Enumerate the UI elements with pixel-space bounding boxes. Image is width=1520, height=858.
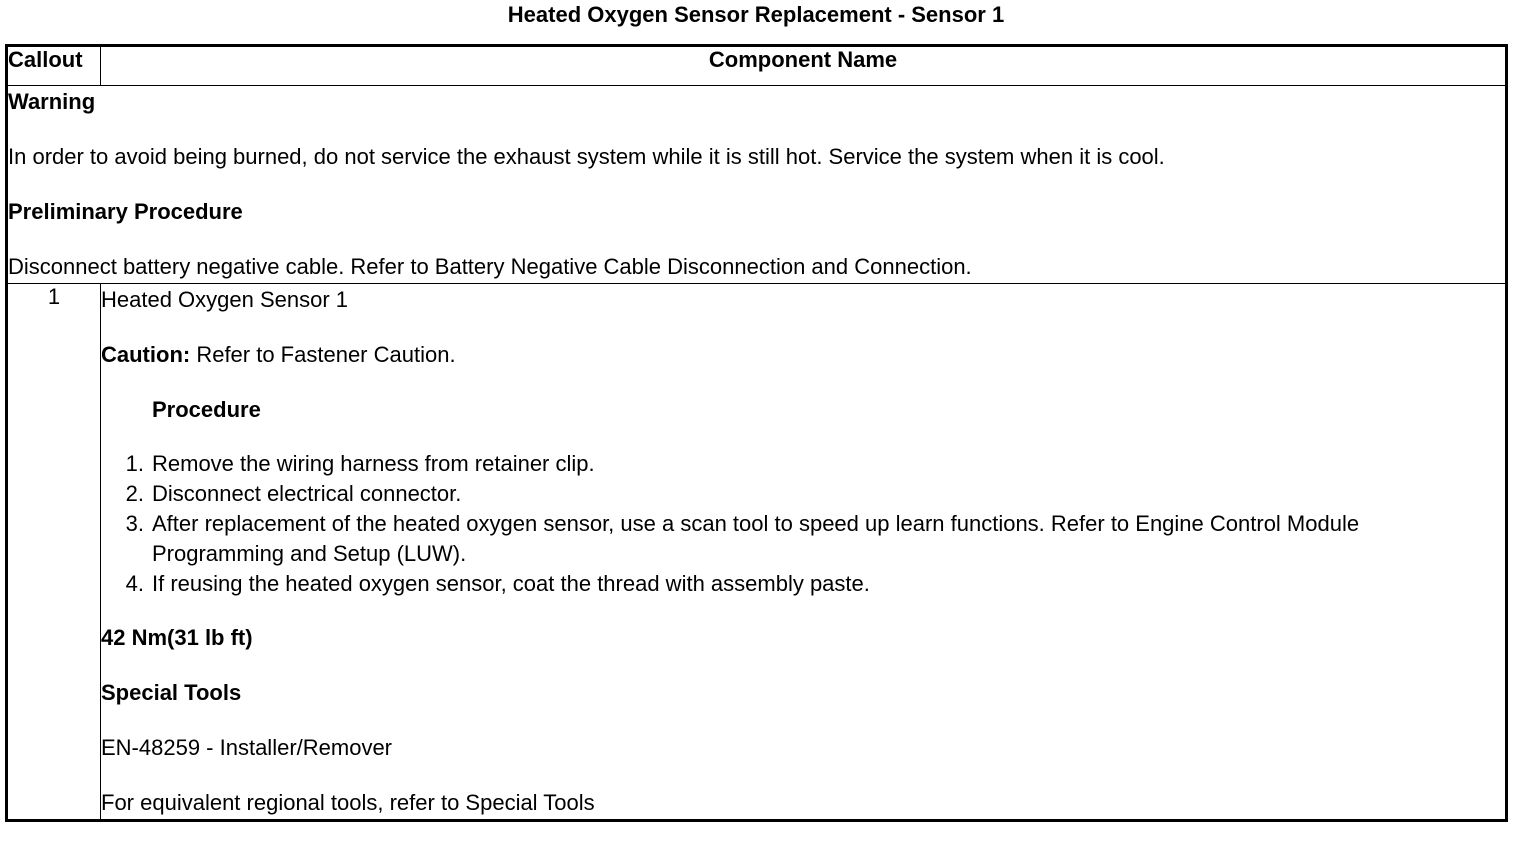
step-text: Disconnect electrical connector. — [152, 481, 462, 506]
procedure-steps — [101, 449, 1505, 599]
procedure-step — [125, 479, 1505, 509]
torque-spec: 42 Nm(31 lb ft) — [101, 625, 253, 650]
step-text: After replacement of the heated oxygen sensor, use a scan tool to speed up learn functions. Refer to Engine Control Module Programming and Setup (LUW). — [152, 511, 1360, 566]
component-cell — [101, 284, 1507, 821]
warning-heading: Warning — [8, 89, 96, 114]
callout-row — [7, 284, 1507, 821]
intro-row — [7, 86, 1507, 284]
intro-cell — [7, 86, 1507, 284]
procedure-step — [125, 449, 1505, 479]
header-row — [7, 46, 1507, 86]
callout-number: 1 — [7, 284, 101, 821]
component-name: Heated Oxygen Sensor 1 — [101, 287, 349, 312]
step-text: If reusing the heated oxygen sensor, coat the thread with assembly paste. — [152, 571, 870, 596]
step-text: Remove the wiring harness from retainer clip. — [152, 451, 595, 476]
procedure-heading: Procedure — [152, 397, 261, 422]
procedure-step — [125, 509, 1505, 569]
component-name-header: Component Name — [101, 46, 1507, 86]
caution-line — [101, 339, 1505, 371]
regional-tools-note: For equivalent regional tools, refer to Special Tools — [101, 790, 595, 815]
caution-text: Refer to Fastener Caution. — [190, 342, 456, 367]
page-title: Heated Oxygen Sensor Replacement - Sensor 1 — [507, 2, 1005, 27]
procedure-step — [125, 569, 1505, 599]
preliminary-text: Disconnect battery negative cable. Refer to Battery Negative Cable Disconnection and Connection. — [8, 254, 972, 279]
step-number: 2. — [125, 481, 144, 506]
step-number: 1. — [125, 451, 144, 476]
caution-label: Caution: — [101, 342, 191, 367]
warning-text: In order to avoid being burned, do not service the exhaust system while it is still hot. Service the system when it is cool. — [8, 144, 1165, 169]
step-number: 3. — [125, 511, 144, 536]
callout-header: Callout — [7, 46, 101, 86]
special-tool-item: EN-48259 - Installer/Remover — [101, 735, 393, 760]
procedure-table — [5, 44, 1508, 822]
special-tools-heading: Special Tools — [101, 680, 242, 705]
step-number: 4. — [125, 571, 144, 596]
preliminary-heading: Preliminary Procedure — [8, 199, 243, 224]
